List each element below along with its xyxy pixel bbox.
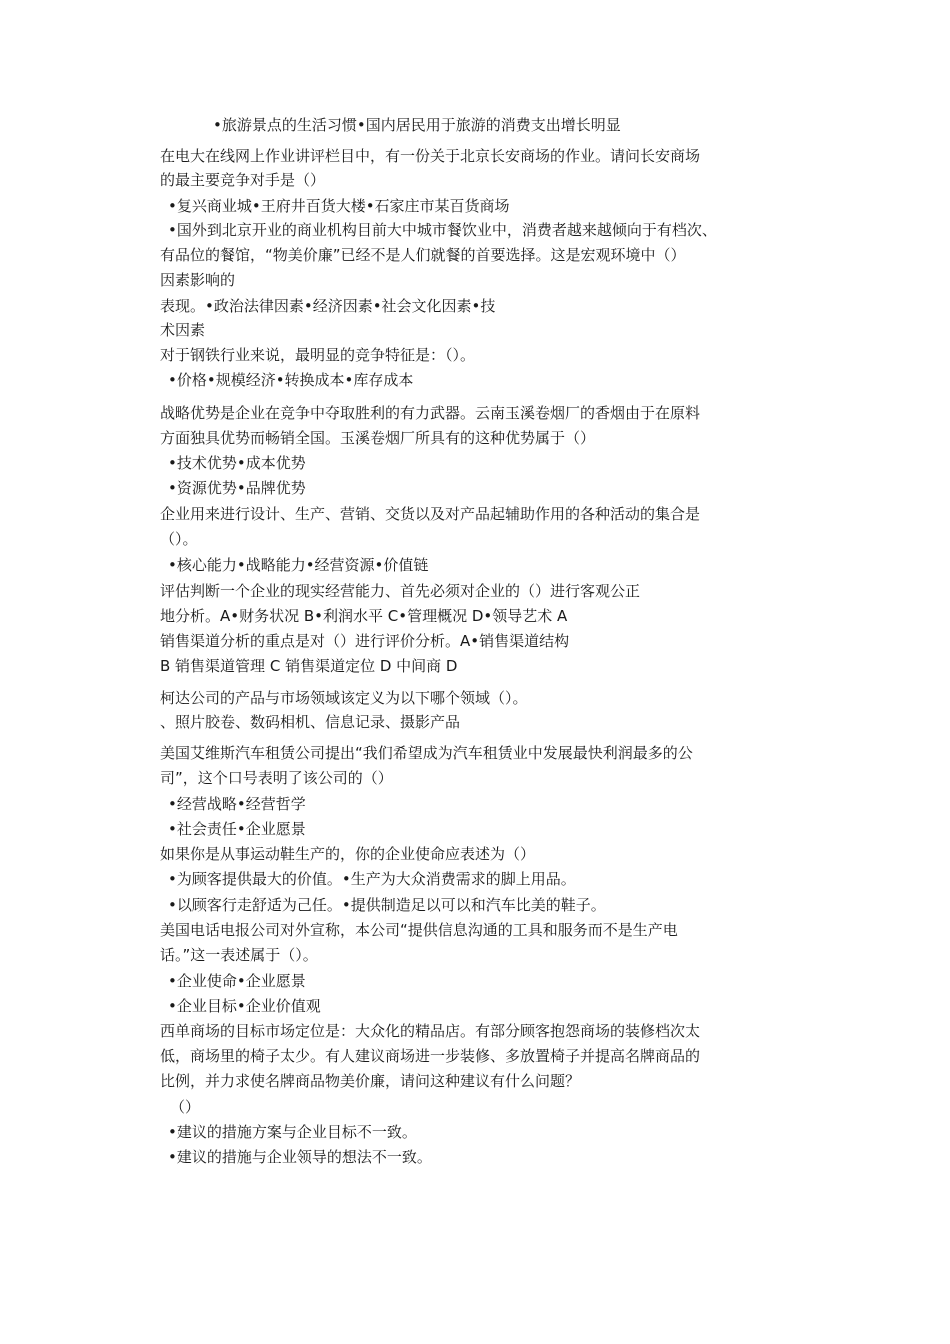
option-line: 、照片胶卷、数码相机、信息记录、摄影产品 [160,713,461,731]
option-line: •核心能力•战略能力•经营资源•价值链 [168,556,429,574]
question-text: 的最主要竞争对手是（） [160,171,326,189]
question-text: 对于钢铁行业来说，最明显的竞争特征是：（）。 [160,346,476,364]
text-line: •旅游景点的生活习惯•国内居民用于旅游的消费支出增长明显 [213,116,621,134]
option-line: 地分析。A•财务状况 B•利润水平 C•管理概况 D•领导艺术 A [160,607,568,625]
question-text: 美国艾维斯汽车租赁公司提出“我们希望成为汽车租赁业中发展最快利润最多的公 [160,744,693,762]
option-line: •资源优势•品牌优势 [168,479,306,497]
question-text: 企业用来进行设计、生产、营销、交货以及对产品起辅助作用的各种活动的集合是 [160,505,701,523]
question-text: 在电大在线网上作业讲评栏目中，有一份关于北京长安商场的作业。请问长安商场 [160,147,701,165]
question-text: 评估判断一个企业的现实经营能力、首先必须对企业的（）进行客观公正 [160,582,641,600]
question-text: 有品位的餐馆，“物美价廉”已经不是人们就餐的首要选择。这是宏观环境中（） [160,246,686,264]
question-text: 战略优势是企业在竞争中夺取胜利的有力武器。云南玉溪卷烟厂的香烟由于在原料 [160,404,701,422]
question-text: 因素影响的 [160,271,236,289]
question-text: 西单商场的目标市场定位是：大众化的精品店。有部分顾客抱怨商场的装修档次太 [160,1022,701,1040]
question-text: 销售渠道分析的重点是对（）进行评价分析。A•销售渠道结构 [160,632,570,650]
question-text: （） [170,1098,201,1116]
option-line: 表现。•政治法律因素•经济因素•社会文化因素•技 [160,297,496,315]
question-text: 柯达公司的产品与市场领域该定义为以下哪个领域（）。 [160,689,528,707]
option-line: •社会责任•企业愿景 [168,820,306,838]
option-line: •建议的措施与企业领导的想法不一致。 [168,1148,432,1166]
question-text: 司”，这个口号表明了该公司的（） [160,769,393,787]
option-line: •企业使命•企业愿景 [168,972,306,990]
question-text: 低，商场里的椅子太少。有人建议商场进一步装修、多放置椅子并提高名牌商品的 [160,1047,701,1065]
option-line: •复兴商业城•王府井百货大楼•石家庄市某百货商场 [168,197,510,215]
question-text: 美国电话电报公司对外宣称，本公司“提供信息沟通的工具和服务而不是生产电 [160,921,678,939]
option-line: B 销售渠道管理 C 销售渠道定位 D 中间商 D [160,657,458,675]
option-line: •价格•规模经济•转换成本•库存成本 [168,371,414,389]
option-line: •企业目标•企业价值观 [168,997,321,1015]
question-text: （）。 [160,530,198,548]
question-text: 如果你是从事运动鞋生产的，你的企业使命应表述为（） [160,845,536,863]
option-line: •经营战略•经营哲学 [168,795,306,813]
question-text: 话。”这一表述属于（）。 [160,946,318,964]
option-line: •技术优势•成本优势 [168,454,306,472]
question-text: 比例，并力求使名牌商品物美价廉，请问这种建议有什么问题？ [160,1072,581,1090]
option-line: •为顾客提供最大的价值。•生产为大众消费需求的脚上用品。 [168,870,576,888]
option-line: •以顾客行走舒适为己任。•提供制造足以可以和汽车比美的鞋子。 [168,896,606,914]
option-line: •国外到北京开业的商业机构目前大中城市餐饮业中，消费者越来越倾向于有档次、 [168,221,717,239]
option-line: •建议的措施方案与企业目标不一致。 [168,1123,417,1141]
option-line: 术因素 [160,321,206,339]
question-text: 方面独具优势而畅销全国。玉溪卷烟厂所具有的这种优势属于（） [160,429,596,447]
